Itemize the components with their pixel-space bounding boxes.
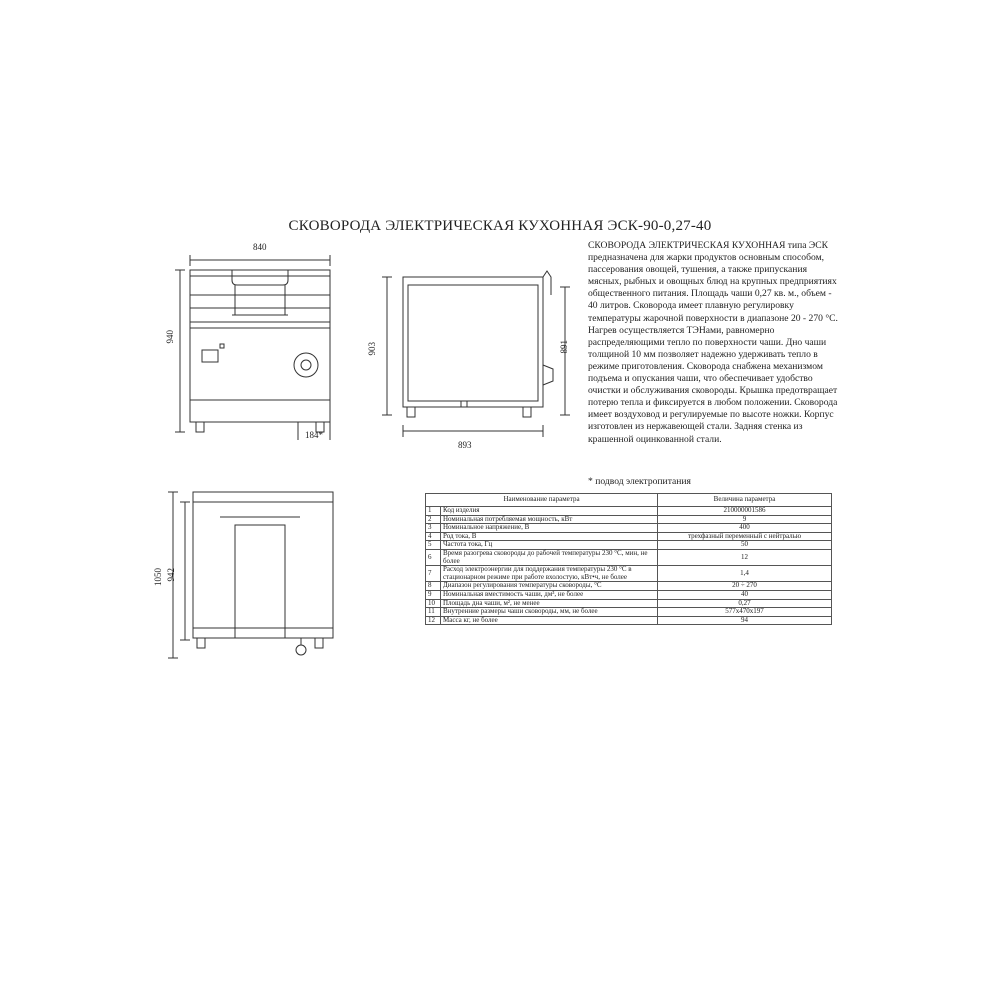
page-title: СКОВОРОДА ЭЛЕКТРИЧЕСКАЯ КУХОННАЯ ЭСК-90-0,27-40 <box>288 218 712 234</box>
row-value: трехфазный переменный с нейтралью <box>658 532 832 541</box>
row-param: Диапазон регулирования температуры сковороды, °С <box>441 582 658 591</box>
row-param: Расход электроэнергии для поддержания температуры 230 °С в стационарном режиме при работе вхолостую, кВт•ч, не более <box>441 566 658 582</box>
table-row <box>426 566 832 582</box>
table-row <box>426 616 832 625</box>
row-param: Код изделия <box>441 507 658 516</box>
row-param: Номинальная вместимость чаши, дм³, не более <box>441 590 658 599</box>
parameters-table <box>425 493 832 625</box>
row-value: 94 <box>658 616 832 625</box>
side-height-label: 903 <box>367 342 377 356</box>
row-param: Номинальное напряжение, В <box>441 524 658 533</box>
rear-view-drawing <box>165 490 345 670</box>
row-value: 12 <box>658 549 832 565</box>
product-description: СКОВОРОДА ЭЛЕКТРИЧЕСКАЯ КУХОННАЯ типа ЭСК предназначена для жарки продуктов основным способом, пассерования овощей, тушения, а также припускания мясных, рыбных и овощных блюд на крупных предприятиях общественного питания. Площадь чаши 0,27 кв. м., объем - 40 литров. Сковорода имеет плавную регулировку температуры жарочной поверхности в диапазоне 20 - 270 °С. Нагрев осуществляется ТЭНами, равномерно распределяющими тепло по поверхности чаши. Дно чаши толщиной 10 мм позволяет надежно удерживать тепло в режиме приготовления. Сковорода снабжена механизмом подъема и опускания чаши, что обеспечивает удобство очистки и обслуживания сковороды. Крышка предотвращает потерю тепла и фиксируется в любом положении. Сковорода имеет воздуховод и регулируемые по высоте ножки. Корпус изготовлен из нержавеющей стали. Задняя стенка из крашенной оцинкованной стали. <box>588 240 838 445</box>
row-number: 10 <box>426 599 441 608</box>
front-view-drawing <box>160 240 360 450</box>
table-row <box>426 590 832 599</box>
row-value: 210000001586 <box>658 507 832 516</box>
row-number: 8 <box>426 582 441 591</box>
row-value: 0,27 <box>658 599 832 608</box>
row-param: Масса кг, не более <box>441 616 658 625</box>
table-header-row <box>426 494 832 507</box>
side-view-drawing <box>375 265 575 445</box>
row-param: Время разогрева сковороды до рабочей температуры 230 °С, мин, не более <box>441 549 658 565</box>
row-number: 3 <box>426 524 441 533</box>
front-offset-label: 184* <box>305 430 323 440</box>
row-number: 2 <box>426 515 441 524</box>
row-number: 6 <box>426 549 441 565</box>
row-number: 4 <box>426 532 441 541</box>
row-value: 9 <box>658 515 832 524</box>
row-value: 1,4 <box>658 566 832 582</box>
table-row <box>426 524 832 533</box>
side-right-height-label: 891 <box>559 340 569 354</box>
rear-total-height-label: 1050 <box>153 568 163 586</box>
table-row <box>426 549 832 565</box>
table-row <box>426 608 832 617</box>
side-depth-label: 893 <box>458 440 472 450</box>
row-value: 400 <box>658 524 832 533</box>
row-param: Внутренние размеры чаши сковороды, мм, не более <box>441 608 658 617</box>
front-width-label: 840 <box>253 242 267 252</box>
row-param: Площадь дна чаши, м², не менее <box>441 599 658 608</box>
row-number: 12 <box>426 616 441 625</box>
row-value: 20 ÷ 270 <box>658 582 832 591</box>
row-param: Род тока, В <box>441 532 658 541</box>
row-param: Частота тока, Гц <box>441 541 658 550</box>
row-number: 9 <box>426 590 441 599</box>
row-value: 50 <box>658 541 832 550</box>
row-number: 5 <box>426 541 441 550</box>
footnote: * подвод электропитания <box>588 476 691 487</box>
rear-height-label: 942 <box>166 568 176 582</box>
row-number: 11 <box>426 608 441 617</box>
row-number: 7 <box>426 566 441 582</box>
row-value: 40 <box>658 590 832 599</box>
header-value: Величина параметра <box>658 494 832 507</box>
table-row <box>426 507 832 516</box>
header-param: Наименование параметра <box>426 494 658 507</box>
front-height-label: 940 <box>165 330 175 344</box>
row-param: Номинальная потребляемая мощность, кВт <box>441 515 658 524</box>
row-value: 577х470х197 <box>658 608 832 617</box>
row-number: 1 <box>426 507 441 516</box>
